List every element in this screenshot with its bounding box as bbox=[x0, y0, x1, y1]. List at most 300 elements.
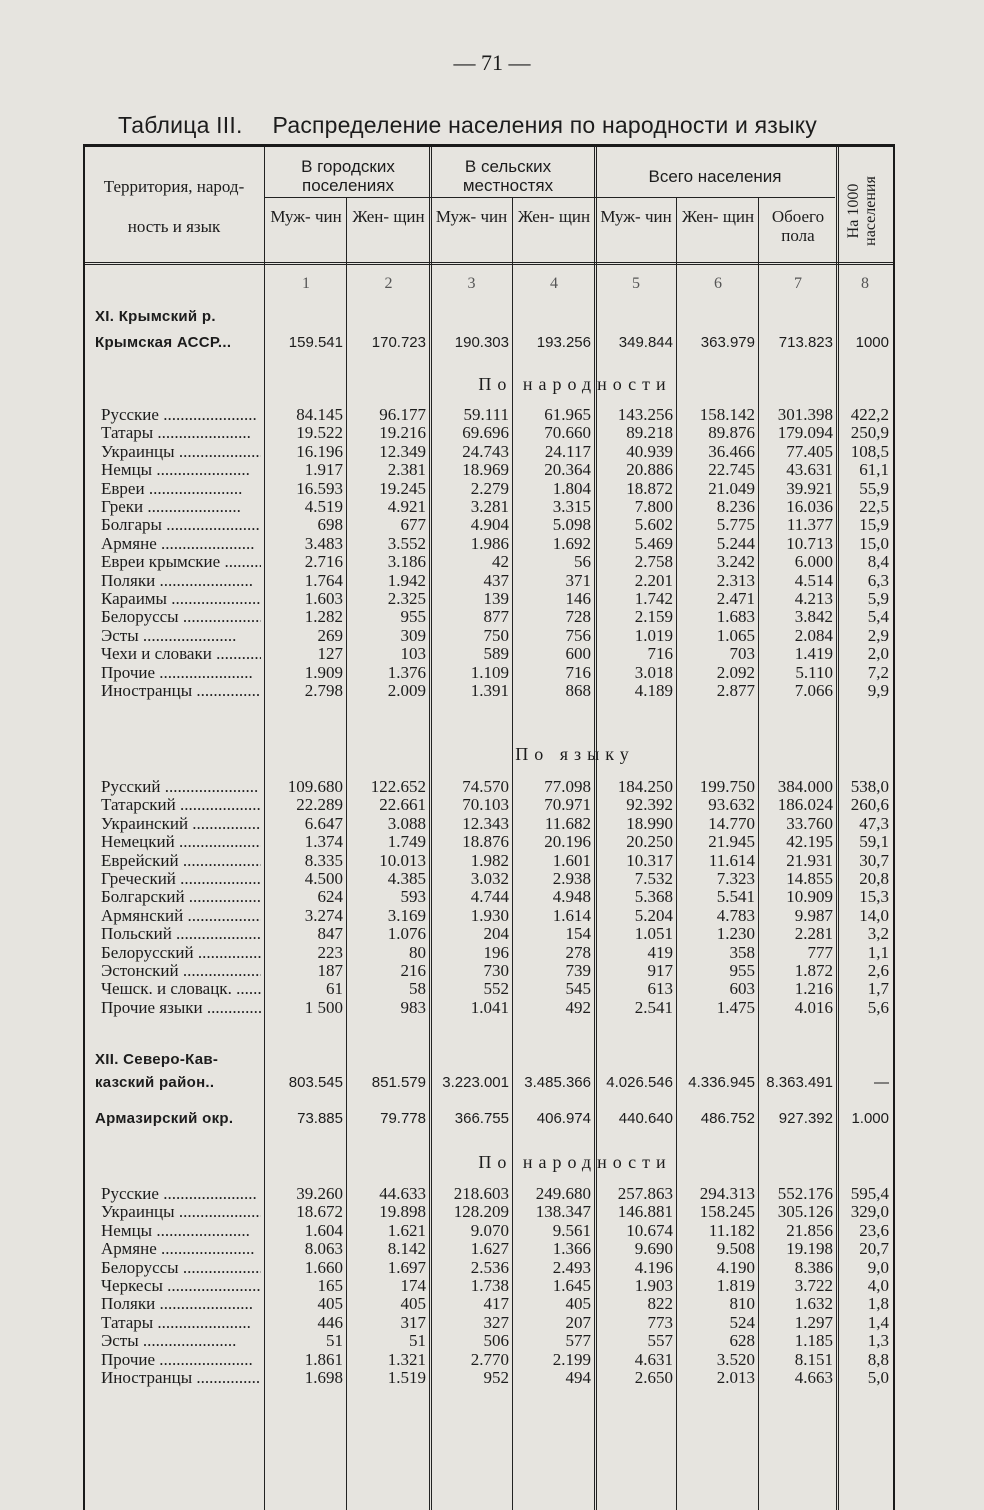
cell: 1.391 bbox=[470, 681, 509, 700]
cell: 1.621 bbox=[387, 1220, 426, 1240]
cell: 955 bbox=[400, 607, 426, 627]
cell: 4.948 bbox=[552, 887, 591, 907]
subheader-male: Муж- чин bbox=[435, 207, 508, 226]
row-label: Украинцы ..... bbox=[101, 1202, 261, 1221]
table-row bbox=[85, 814, 893, 833]
header-per-1000: На 1000 населения bbox=[845, 176, 880, 246]
cell: 803.545 bbox=[288, 1074, 343, 1091]
subheader-female: Жен- щин bbox=[517, 207, 591, 226]
cell: 22.745 bbox=[708, 460, 755, 480]
cell: 2.716 bbox=[304, 552, 343, 572]
row-label: Немцы ..... bbox=[101, 460, 261, 479]
cell: 47,3 bbox=[859, 813, 889, 833]
row-label: Белоруссы ..... bbox=[101, 607, 261, 626]
cell: 16.036 bbox=[786, 497, 833, 516]
row-label: Караимы ..... bbox=[101, 589, 261, 608]
cell: 3.169 bbox=[387, 905, 426, 925]
region-total-row bbox=[85, 1073, 893, 1092]
cell: 19.198 bbox=[786, 1239, 833, 1259]
cell: 9,9 bbox=[867, 681, 889, 700]
column-number: 4 bbox=[550, 275, 558, 292]
cell: 4.016 bbox=[794, 997, 833, 1017]
cell: 44.633 bbox=[379, 1184, 426, 1203]
table-row bbox=[85, 497, 893, 516]
cell: 146 bbox=[565, 589, 591, 608]
cell: 269 bbox=[317, 625, 343, 645]
cell: 15,9 bbox=[859, 515, 889, 535]
header-rural: В сельских местностях bbox=[462, 157, 554, 195]
cell: 301.398 bbox=[777, 405, 833, 424]
cell: 69.696 bbox=[462, 423, 509, 443]
table-row bbox=[85, 423, 893, 442]
cell: 9.690 bbox=[634, 1239, 673, 1259]
cell: 1.297 bbox=[794, 1312, 833, 1332]
cell: 1.819 bbox=[716, 1276, 755, 1295]
table-row bbox=[85, 979, 893, 998]
cell: 10.909 bbox=[786, 887, 833, 907]
table-row bbox=[85, 832, 893, 851]
header-urban: В городских поселениях bbox=[301, 157, 395, 195]
cell: 79.778 bbox=[380, 1110, 426, 1127]
cell: 1.321 bbox=[387, 1349, 426, 1369]
cell: 1 500 bbox=[304, 997, 343, 1017]
cell: 422,2 bbox=[850, 405, 889, 424]
cell: 927.392 bbox=[778, 1110, 833, 1127]
cell: 1.742 bbox=[634, 589, 673, 608]
cell: 18.876 bbox=[462, 832, 509, 852]
column-number: 2 bbox=[384, 275, 393, 292]
cell: 18.672 bbox=[296, 1202, 343, 1222]
cell: 677 bbox=[400, 515, 426, 535]
cell: 8.142 bbox=[387, 1239, 426, 1259]
table-row bbox=[85, 681, 893, 700]
cell: 207 bbox=[565, 1312, 591, 1332]
cell: 5.368 bbox=[634, 887, 673, 907]
table-row bbox=[85, 851, 893, 870]
cell: 2.009 bbox=[387, 681, 426, 700]
cell: 4.744 bbox=[470, 887, 509, 907]
cell: 5,6 bbox=[867, 997, 889, 1017]
cell: 1.917 bbox=[304, 460, 343, 480]
cell: 23,6 bbox=[859, 1220, 889, 1240]
table-row bbox=[85, 515, 893, 534]
cell: 851.579 bbox=[371, 1074, 426, 1091]
cell: 56 bbox=[574, 552, 591, 572]
row-label: Поляки ..... bbox=[101, 1294, 261, 1313]
page-number: — 71 — bbox=[453, 50, 531, 75]
row-label: XI. Крымский р. bbox=[95, 308, 216, 325]
cell: 40.939 bbox=[626, 441, 673, 461]
cell: 2.313 bbox=[716, 570, 755, 590]
cell: 7.532 bbox=[634, 869, 673, 888]
row-label: Прочие языки ..... bbox=[101, 998, 261, 1017]
cell: 159.541 bbox=[288, 334, 343, 351]
cell: 1.697 bbox=[387, 1257, 426, 1277]
table-row bbox=[85, 626, 893, 645]
table-row bbox=[85, 1313, 893, 1332]
cell: 1.645 bbox=[552, 1276, 591, 1295]
cell: 524 bbox=[729, 1312, 755, 1332]
table-row bbox=[85, 479, 893, 498]
cell: 405 bbox=[400, 1294, 426, 1314]
row-label: Татары ..... bbox=[101, 1313, 261, 1332]
table-row bbox=[85, 1368, 893, 1387]
cell: 186.024 bbox=[777, 795, 833, 815]
cell: 419 bbox=[647, 942, 673, 962]
cell: 204 bbox=[483, 924, 509, 944]
header-divider bbox=[265, 197, 835, 198]
cell: 6,3 bbox=[867, 570, 889, 590]
cell: 74.570 bbox=[462, 777, 509, 796]
cell: 42.195 bbox=[786, 832, 833, 852]
cell: 89.876 bbox=[708, 423, 755, 443]
cell: 128.209 bbox=[453, 1202, 509, 1222]
cell: 1.930 bbox=[470, 905, 509, 925]
header-bottom-rule bbox=[85, 262, 893, 265]
table-row bbox=[85, 460, 893, 479]
table-row bbox=[85, 534, 893, 553]
cell: 4.663 bbox=[794, 1368, 833, 1387]
cell: 589 bbox=[483, 644, 509, 664]
table-row bbox=[85, 1258, 893, 1277]
cell: 2.536 bbox=[470, 1257, 509, 1277]
column-number: 7 bbox=[794, 275, 802, 292]
cell: 917 bbox=[647, 961, 673, 980]
section-heading: По языку bbox=[515, 744, 635, 764]
cell: 19.522 bbox=[296, 423, 343, 443]
cell: 4.921 bbox=[387, 497, 426, 516]
table-row bbox=[85, 405, 893, 424]
cell: 179.094 bbox=[777, 423, 833, 443]
cell: 1,3 bbox=[867, 1331, 889, 1351]
cell: 6.000 bbox=[794, 552, 833, 572]
cell: 51 bbox=[409, 1331, 426, 1351]
cell: 5.541 bbox=[716, 887, 755, 907]
cell: 187 bbox=[317, 961, 343, 980]
cell: 5.602 bbox=[634, 515, 673, 535]
cell: 983 bbox=[400, 997, 426, 1017]
cell: 9.561 bbox=[552, 1220, 591, 1240]
cell: 1000 bbox=[855, 334, 889, 351]
cell: 9.070 bbox=[470, 1220, 509, 1240]
cell: 538,0 bbox=[850, 777, 889, 796]
cell: 5,9 bbox=[867, 589, 889, 608]
cell: 1.230 bbox=[716, 924, 755, 944]
cell: 1.041 bbox=[470, 997, 509, 1017]
cell: 294.313 bbox=[699, 1184, 755, 1203]
cell: 16.593 bbox=[296, 478, 343, 498]
table-row bbox=[85, 906, 893, 925]
cell: 61.965 bbox=[544, 405, 591, 424]
cell: 3.032 bbox=[470, 869, 509, 888]
cell: 5.204 bbox=[634, 905, 673, 925]
cell: 600 bbox=[565, 644, 591, 664]
cell: 9.508 bbox=[716, 1239, 755, 1259]
section-heading: По народности bbox=[478, 1152, 672, 1172]
row-label: Чешск. и словацк. ..... bbox=[101, 979, 261, 998]
table-row bbox=[85, 607, 893, 626]
cell: 1.692 bbox=[552, 533, 591, 553]
cell: 8.386 bbox=[794, 1257, 833, 1277]
cell: 5,4 bbox=[867, 607, 889, 627]
cell: 20.250 bbox=[626, 832, 673, 852]
cell: 1.604 bbox=[304, 1220, 343, 1240]
cell: 3.722 bbox=[794, 1276, 833, 1295]
cell: 7.800 bbox=[634, 497, 673, 516]
cell: 363.979 bbox=[700, 334, 755, 351]
column-number: 8 bbox=[861, 275, 869, 292]
cell: 22,5 bbox=[859, 497, 889, 516]
row-label: Армяне ..... bbox=[101, 534, 261, 553]
table-row bbox=[85, 1294, 893, 1313]
cell: 440.640 bbox=[618, 1110, 673, 1127]
row-label: Греческий ..... bbox=[101, 869, 261, 888]
cell: 196 bbox=[483, 942, 509, 962]
table-row bbox=[85, 1239, 893, 1258]
row-label: Чехи и словаки ..... bbox=[101, 644, 261, 663]
cell: 2.650 bbox=[634, 1368, 673, 1387]
cell: 358 bbox=[729, 942, 755, 962]
cell: 877 bbox=[483, 607, 509, 627]
cell: 18.990 bbox=[626, 813, 673, 833]
cell: 822 bbox=[647, 1294, 673, 1314]
cell: 955 bbox=[729, 961, 755, 980]
cell: 2.159 bbox=[634, 607, 673, 627]
cell: 2,0 bbox=[867, 644, 889, 664]
cell: 4.189 bbox=[634, 681, 673, 700]
cell: 9.987 bbox=[794, 905, 833, 925]
cell: 1.065 bbox=[716, 625, 755, 645]
cell: 4.213 bbox=[794, 589, 833, 608]
cell: 4.514 bbox=[794, 570, 833, 590]
table-caption: Распределение населения по народности и языку bbox=[272, 112, 817, 138]
cell: 8.236 bbox=[716, 497, 755, 516]
cell: 42 bbox=[492, 552, 509, 572]
cell: 3.485.366 bbox=[524, 1074, 591, 1091]
row-label: Иностранцы ..... bbox=[101, 681, 261, 700]
cell: 1,7 bbox=[867, 979, 889, 999]
region-title bbox=[85, 307, 893, 326]
cell: 1.632 bbox=[794, 1294, 833, 1314]
cell: 628 bbox=[729, 1331, 755, 1351]
cell: 777 bbox=[807, 942, 833, 962]
cell: 2.471 bbox=[716, 589, 755, 608]
cell: 39.921 bbox=[786, 478, 833, 498]
cell: 11.614 bbox=[708, 850, 755, 870]
cell: 4.519 bbox=[304, 497, 343, 516]
cell: 2.092 bbox=[716, 662, 755, 682]
cell: 3.315 bbox=[552, 497, 591, 516]
column-number: 6 bbox=[714, 275, 722, 292]
cell: 14.770 bbox=[708, 813, 755, 833]
row-label: казский район.. bbox=[95, 1074, 215, 1091]
row-label: Черкесы ..... bbox=[101, 1276, 261, 1295]
cell: 223 bbox=[317, 942, 343, 962]
table-row bbox=[85, 943, 893, 962]
cell: 577 bbox=[565, 1331, 591, 1351]
cell: 278 bbox=[565, 942, 591, 962]
cell: 39.260 bbox=[296, 1184, 343, 1203]
table-row bbox=[85, 998, 893, 1017]
cell: 190.303 bbox=[454, 334, 509, 351]
cell: 3.018 bbox=[634, 662, 673, 682]
cell: 12.343 bbox=[462, 813, 509, 833]
row-label: Польский ..... bbox=[101, 924, 261, 943]
column-number: 5 bbox=[632, 275, 640, 292]
cell: 51 bbox=[326, 1331, 343, 1351]
cell: 2.493 bbox=[552, 1257, 591, 1277]
cell: 773 bbox=[647, 1312, 673, 1332]
table-row bbox=[85, 1221, 893, 1240]
cell: 2.770 bbox=[470, 1349, 509, 1369]
header-territory: Территория, народ- bbox=[103, 177, 245, 196]
cell: 8.335 bbox=[304, 850, 343, 870]
cell: 3.274 bbox=[304, 905, 343, 925]
cell: 158.245 bbox=[699, 1202, 755, 1222]
table-row bbox=[85, 1276, 893, 1295]
cell: 1.216 bbox=[794, 979, 833, 999]
cell: 5.469 bbox=[634, 533, 673, 553]
cell: 10.013 bbox=[379, 850, 426, 870]
cell: 1.804 bbox=[552, 478, 591, 498]
cell: 1.019 bbox=[634, 625, 673, 645]
cell: 2.541 bbox=[634, 997, 673, 1017]
cell: 8,4 bbox=[867, 552, 889, 572]
cell: 1.872 bbox=[794, 961, 833, 980]
cell: 3.842 bbox=[794, 607, 833, 627]
cell: 1.282 bbox=[304, 607, 343, 627]
cell: 184.250 bbox=[617, 777, 673, 796]
cell: 24.117 bbox=[544, 441, 591, 461]
cell: 10.674 bbox=[626, 1220, 673, 1240]
cell: 122.652 bbox=[370, 777, 426, 796]
cell: 11.682 bbox=[544, 813, 591, 833]
cell: 1.614 bbox=[552, 905, 591, 925]
cell: 8.063 bbox=[304, 1239, 343, 1259]
cell: 1.764 bbox=[304, 570, 343, 590]
cell: 138.347 bbox=[535, 1202, 591, 1222]
region-title bbox=[85, 1050, 893, 1069]
cell: 250,9 bbox=[850, 423, 889, 443]
row-label: Еврейский ..... bbox=[101, 851, 261, 870]
cell: 2.201 bbox=[634, 570, 673, 590]
cell: 218.603 bbox=[453, 1184, 509, 1203]
cell: 1.051 bbox=[634, 924, 673, 944]
cell: 84.145 bbox=[296, 405, 343, 424]
cell: 89.218 bbox=[626, 423, 673, 443]
table-row bbox=[85, 795, 893, 814]
table-row bbox=[85, 777, 893, 796]
cell: 21.049 bbox=[708, 478, 755, 498]
cell: 3.088 bbox=[387, 813, 426, 833]
row-label: Белорусский ..... bbox=[101, 943, 261, 962]
cell: 1.109 bbox=[470, 662, 509, 682]
cell: 317 bbox=[400, 1312, 426, 1332]
row-label: XII. Северо-Кав- bbox=[95, 1051, 219, 1068]
cell: 595,4 bbox=[850, 1184, 889, 1203]
cell: 18.872 bbox=[626, 478, 673, 498]
cell: 14,0 bbox=[859, 905, 889, 925]
header-total: Всего населения bbox=[648, 167, 782, 186]
cell: 698 bbox=[317, 515, 343, 535]
cell: 2.281 bbox=[794, 924, 833, 944]
row-label: Армянский ..... bbox=[101, 906, 261, 925]
cell: 2.084 bbox=[794, 625, 833, 645]
cell: 446 bbox=[317, 1312, 343, 1332]
row-label: Поляки ..... bbox=[101, 571, 261, 590]
cell: 11.377 bbox=[786, 515, 833, 535]
cell: 127 bbox=[317, 644, 343, 664]
cell: 545 bbox=[565, 979, 591, 999]
cell: 1,1 bbox=[867, 942, 889, 962]
cell: 552.176 bbox=[777, 1184, 833, 1203]
cell: 309 bbox=[400, 625, 426, 645]
table-row bbox=[85, 644, 893, 663]
cell: 1.698 bbox=[304, 1368, 343, 1387]
cell: 19.216 bbox=[379, 423, 426, 443]
cell: 257.863 bbox=[617, 1184, 673, 1203]
cell: 810 bbox=[729, 1294, 755, 1314]
cell: 417 bbox=[483, 1294, 509, 1314]
cell: 4.631 bbox=[634, 1349, 673, 1369]
row-label: Белоруссы ..... bbox=[101, 1258, 261, 1277]
cell: 4.500 bbox=[304, 869, 343, 888]
cell: 8.151 bbox=[794, 1349, 833, 1369]
cell: 1.861 bbox=[304, 1349, 343, 1369]
cell: 1.601 bbox=[552, 850, 591, 870]
cell: 2.381 bbox=[387, 460, 426, 480]
cell: 384.000 bbox=[777, 777, 833, 796]
cell: 603 bbox=[729, 979, 755, 999]
cell: 952 bbox=[483, 1368, 509, 1387]
cell: 7.323 bbox=[716, 869, 755, 888]
cell: 4.904 bbox=[470, 515, 509, 535]
table-row bbox=[85, 552, 893, 571]
cell: 703 bbox=[729, 644, 755, 664]
cell: 139 bbox=[483, 589, 509, 608]
column-number: 1 bbox=[302, 275, 310, 292]
row-label: Немецкий ..... bbox=[101, 832, 261, 851]
cell: 716 bbox=[647, 644, 673, 664]
cell: 1.603 bbox=[304, 589, 343, 608]
row-label: Русские ..... bbox=[101, 405, 261, 424]
cell: 3.186 bbox=[387, 552, 426, 572]
cell: 2.013 bbox=[716, 1368, 755, 1387]
cell: 30,7 bbox=[859, 850, 889, 870]
cell: 1.986 bbox=[470, 533, 509, 553]
cell: 2.279 bbox=[470, 478, 509, 498]
cell: 3.552 bbox=[387, 533, 426, 553]
cell: 305.126 bbox=[777, 1202, 833, 1222]
cell: 1,8 bbox=[867, 1294, 889, 1314]
row-label: Немцы ..... bbox=[101, 1221, 261, 1240]
cell: 406.974 bbox=[536, 1110, 591, 1127]
cell: 199.750 bbox=[699, 777, 755, 796]
table-title bbox=[118, 112, 817, 139]
cell: 486.752 bbox=[700, 1110, 755, 1127]
cell: 20.196 bbox=[544, 832, 591, 852]
cell: 154 bbox=[565, 924, 591, 944]
cell: 1.903 bbox=[634, 1276, 673, 1295]
cell: 12.349 bbox=[379, 441, 426, 461]
cell: 4.385 bbox=[387, 869, 426, 888]
cell: 506 bbox=[483, 1331, 509, 1351]
cell: 9,0 bbox=[867, 1257, 889, 1277]
cell: 193.256 bbox=[536, 334, 591, 351]
cell: 19.245 bbox=[379, 478, 426, 498]
cell: 329,0 bbox=[850, 1202, 889, 1222]
row-label: Эсты ..... bbox=[101, 626, 261, 645]
